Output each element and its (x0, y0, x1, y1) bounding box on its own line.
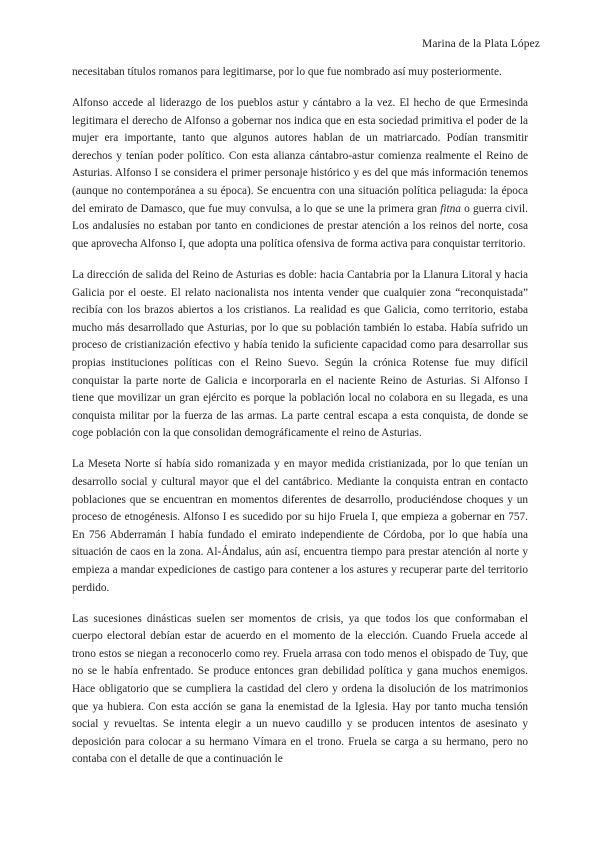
paragraph (72, 95, 528, 253)
paragraph-text: Alfonso accede al liderazgo de los pueblos astur y cántabro a la vez. El hecho de que Ermesinda legitimara el derecho de Alfonso a gobernar nos indica que en esta sociedad primitiva el poder de la mujer era importante, tanto que algunos autores hablan de un matriarcado. Podían transmitir derechos y tenían poder político. Con esta alianza cántabro-astur comienza realmente el Reino de Asturias. Alfonso I se considera el primer personaje histórico y es del que más información tenemos (aunque no contemporánea a su época). Se encuentra con una situación política peliaguda: la época del emirato de Damasco, que fue muy convulsa, a lo que se une la primera gran (72, 97, 528, 215)
paragraph: La Meseta Norte sí había sido romanizada y en mayor medida cristianizada, por lo que tenían un desarrollo social y cultural mayor que el del cantábrico. Mediante la conquista entran en contacto poblaciones que se encuentran en momentos diferentes de desarrollo, produciéndose choques y un proceso de etnogénesis. Alfonso I es sucedido por su hijo Fruela I, que empieza a gobernar en 757. En 756 Abderramán I había fundado el emirato independiente de Córdoba, por lo que había una situación de caos en la zona. Al-Ándalus, aún así, encuentra tiempo para prestar atención al norte y empieza a mandar expediciones de castigo para contener a los astures y recuperar parte del territorio perdido. (72, 458, 528, 594)
paragraph: necesitaban títulos romanos para legitimarse, por lo que fue nombrado así muy posteriormente. (72, 66, 502, 78)
paragraph: La dirección de salida del Reino de Asturias es doble: hacia Cantabria por la Llanura Litoral y hacia Galicia por el oeste. El relato nacionalista nos intenta vender que cualquier zona “reconquistada” recibía con los brazos abiertos a los cristianos. La realidad es que Galicia, como territorio, estaba mucho más desarrollado que Asturias, por lo que su población también lo estaba. Había sufrido un proceso de cristianización efectivo y había tenido la suficiente capacidad como para desarrollar sus propias instituciones políticas con el Reino Suevo. Según la crónica Rotense fue muy difícil conquistar la parte norte de Galicia e incorporarla en el naciente Reino de Asturias. Si Alfonso I tiene que movilizar un gran ejército es porque la población local no colabora en su llegada, es una conquista militar por la fuerza de las armas. La parte central escapa a esta conquista, de donde se coge población con la que consolidan demográficamente el reino de Asturias. (72, 268, 528, 440)
paragraph-text: o guerra civil. Los andalusíes no estaban por tanto en condiciones de prestar atención a los reinos del norte, cosa que aprovecha Alfonso I, que adopta una política ofensiva de forma activa para conquistar territorio. (72, 202, 528, 250)
author-header: Marina de la Plata López (422, 38, 540, 50)
body-text (72, 64, 528, 769)
italic-term: fitna (440, 202, 461, 215)
paragraph: Las sucesiones dinásticas suelen ser momentos de crisis, ya que todos los que conformaban el cuerpo electoral debían estar de acuerdo en el momento de la elección. Cuando Fruela accede al trono estos se niegan a reconocerlo como rey. Fruela arrasa con todo menos el obispado de Tuy, que no se le había enfrentado. Se produce entonces gran debilidad política y gana muchos enemigos. Hace obligatorio que se cumpliera la castidad del clero y ordena la disolución de los matrimonios que ya hubiera. Con esta acción se gana la enemistad de la Iglesia. Hay por tanto mucha tensión social y revueltas. Se intenta elegir a un nuevo caudillo y se producen intentos de asesinato y deposición para colocar a su hermano Vímara en el trono. Fruela se carga a su hermano, pero no contaba con el detalle de que a continuación le (72, 612, 528, 766)
